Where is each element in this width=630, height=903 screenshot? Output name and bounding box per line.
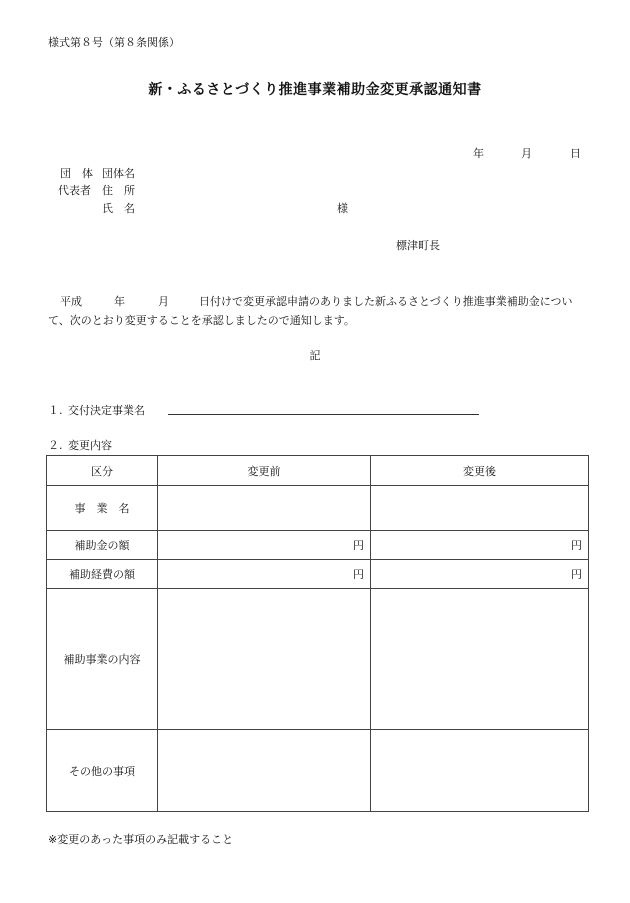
- section-1-number: １.: [48, 404, 63, 417]
- date-day-label: 日: [570, 147, 581, 160]
- header-before: 変更前: [158, 456, 371, 486]
- body-era: 平成: [60, 295, 82, 308]
- notice-body: [48, 292, 593, 330]
- row-label: 事 業 名: [47, 486, 158, 531]
- representative-label: 代表者: [58, 184, 91, 197]
- table-row: [47, 730, 589, 812]
- row-label: 補助経費の額: [47, 560, 158, 589]
- section-1-label: 交付決定事業名: [68, 404, 145, 417]
- row-label: その他の事項: [47, 730, 158, 812]
- row-after: 円: [371, 560, 589, 589]
- group-name-label: 団体名: [102, 167, 135, 180]
- header-category: 区分: [47, 456, 158, 486]
- section-2-label: 変更内容: [68, 439, 112, 452]
- table-row: [47, 560, 589, 589]
- section-2-heading: [48, 437, 112, 453]
- form-number: 様式第８号（第８条関係）: [48, 36, 180, 49]
- row-label: 補助金の額: [47, 531, 158, 560]
- table-row: [47, 531, 589, 560]
- footnote: ※変更のあった事項のみ記載すること: [48, 833, 234, 846]
- document-title: 新・ふるさとづくり推進事業補助金変更承認通知書: [148, 82, 482, 98]
- table-row: [47, 486, 589, 531]
- table-row: [47, 589, 589, 730]
- row-before: 円: [158, 531, 371, 560]
- row-before: [158, 486, 371, 531]
- date-month-label: 月: [521, 147, 532, 160]
- row-label: 補助事業の内容: [47, 589, 158, 730]
- body-line2: て、次のとおり変更することを承認しましたので通知します。: [48, 314, 355, 327]
- group-label: 団 体: [60, 167, 93, 180]
- ki-heading: 記: [309, 349, 321, 362]
- address-label: 住 所: [102, 184, 135, 197]
- name-label: 氏 名: [102, 202, 135, 215]
- row-before: [158, 589, 371, 730]
- row-before: [158, 730, 371, 812]
- row-before: 円: [158, 560, 371, 589]
- body-year: 年: [114, 295, 125, 308]
- change-table: [46, 455, 589, 812]
- table-header-row: [47, 456, 589, 486]
- header-after: 変更後: [371, 456, 589, 486]
- body-month: 月: [158, 295, 169, 308]
- project-name-line: [168, 414, 479, 415]
- section-1-heading: [48, 402, 145, 418]
- honorific-label: 様: [337, 202, 348, 215]
- row-after: [371, 589, 589, 730]
- body-line1-rest: 日付けで変更承認申請のありました新ふるさとづくり推進事業補助金につい: [199, 295, 573, 308]
- row-after: [371, 730, 589, 812]
- row-after: 円: [371, 531, 589, 560]
- section-2-number: ２.: [48, 439, 63, 452]
- row-after: [371, 486, 589, 531]
- date-year-label: 年: [473, 147, 484, 160]
- issuer-name: 標津町長: [396, 239, 440, 252]
